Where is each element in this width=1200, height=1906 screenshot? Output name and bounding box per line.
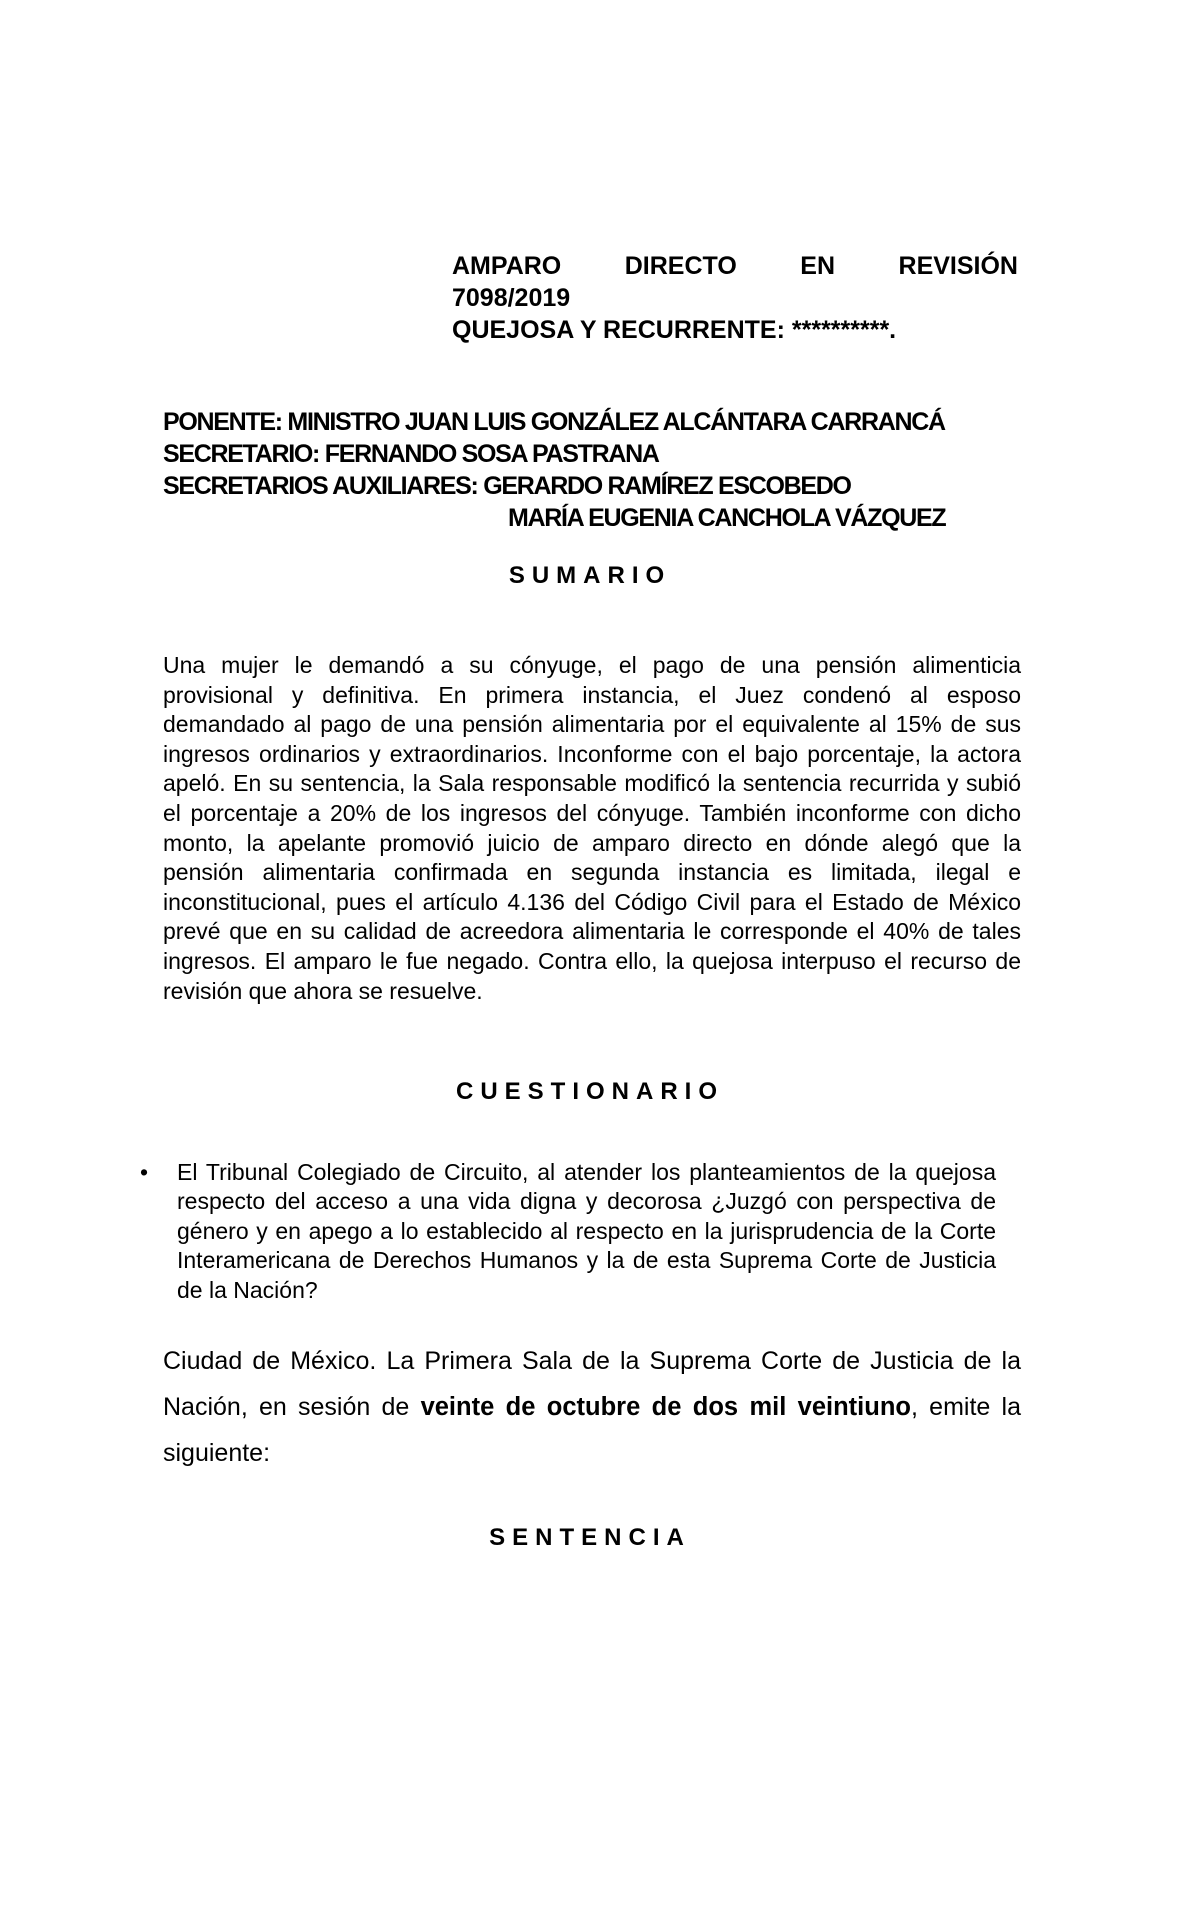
- sentencia-heading: SENTENCIA: [489, 1524, 691, 1551]
- case-type-word: DIRECTO: [624, 252, 737, 280]
- auxiliares-line-2: MARÍA EUGENIA CANCHOLA VÁZQUEZ: [508, 504, 946, 532]
- auxiliares-line: SECRETARIOS AUXILIARES: GERARDO RAMÍREZ ESCOBEDO: [163, 472, 851, 500]
- quejosa-line: QUEJOSA Y RECURRENTE: **********.: [452, 316, 897, 344]
- question-text: El Tribunal Colegiado de Circuito, al atender los planteamientos de la quejosa respecto del acceso a una vida digna y decorosa ¿Juzgó con perspectiva de género y en apego a lo establecido al respecto en la jurisprudencia de la Corte Interamericana de Derechos Humanos y la de esta Suprema Corte de Justicia de la Nación?: [177, 1159, 996, 1303]
- case-header: [452, 250, 1018, 346]
- cuestionario-heading: CUESTIONARIO: [455, 1078, 724, 1105]
- secretario-line: SECRETARIO: FERNANDO SOSA PASTRANA: [163, 440, 659, 468]
- case-type-word: EN: [800, 252, 836, 280]
- bullet-icon: •: [140, 1159, 149, 1185]
- question-list: [136, 1158, 996, 1305]
- list-item: [136, 1158, 996, 1305]
- sumario-paragraph: Una mujer le demandó a su cónyuge, el pago de una pensión alimenticia provisional y definitiva. En primera instancia, el Juez condenó al esposo demandado al pago de una pensión alimentaria por el equivalente al 15% de sus ingresos ordinarios y extraordinarios. Inconforme con el bajo porcentaje, la actora apeló. En su sentencia, la Sala responsable modificó la sentencia recurrida y subió el porcentaje a 20% de los ingresos del cónyuge. También inconforme con dicho monto, la apelante promovió juicio de amparo directo en dónde alegó que la pensión alimentaria confirmada en segunda instancia es limitada, ilegal e inconstitucional, pues el artículo 4.136 del Código Civil para el Estado de México prevé que en su calidad de acreedora alimentaria le corresponde el 40% de tales ingresos. El amparo le fue negado. Contra ello, la quejosa interpuso el recurso de revisión que ahora se resuelve.: [163, 652, 1021, 1004]
- case-type-word: REVISIÓN: [898, 252, 1018, 280]
- opening-text-2: , emite la siguiente:: [163, 1393, 1021, 1467]
- case-type-word: AMPARO: [452, 252, 562, 280]
- session-date: veinte de octubre de dos mil veintiuno: [420, 1393, 911, 1421]
- case-type-line: [452, 250, 1018, 282]
- sumario-heading: SUMARIO: [508, 562, 672, 589]
- ponente-line: PONENTE: MINISTRO JUAN LUIS GONZÁLEZ ALCÁNTARA CARRANCÁ: [163, 408, 945, 436]
- case-number: 7098/2019: [452, 284, 571, 312]
- officials-block: [163, 406, 1063, 534]
- opening-text-1: Ciudad de México. La Primera Sala de la Suprema Corte de Justicia de la Nación, en sesión de: [163, 1347, 1021, 1421]
- opening-paragraph: [163, 1338, 1021, 1476]
